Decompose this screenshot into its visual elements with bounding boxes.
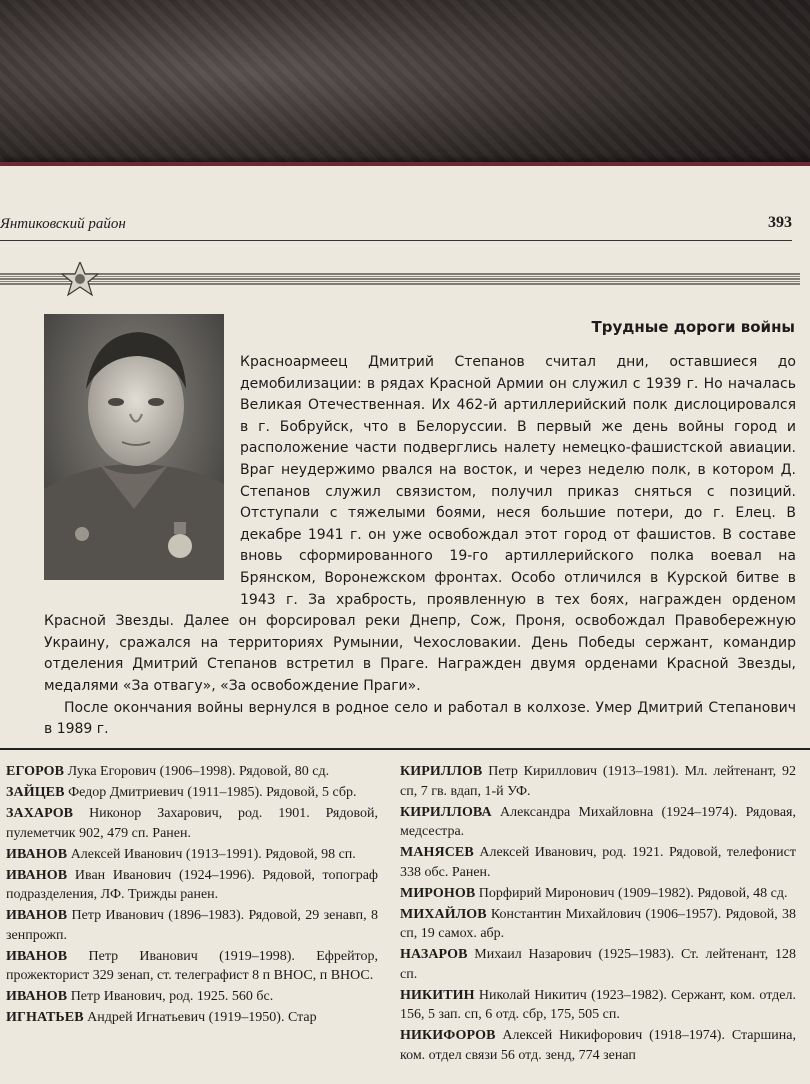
list-item [6, 804, 378, 843]
fabric-background [0, 0, 810, 180]
entry-details: Лука Егорович (1906–1998). Рядовой, 80 сд. [64, 764, 330, 779]
entry-details: Никонор Захарович, род. 1901. Рядовой, пулеметчик 902, 479 сп. Ранен. [6, 806, 378, 841]
list-item [400, 803, 796, 842]
surname: ИВАНОВ [6, 948, 68, 964]
entry-details: Федор Дмитриевич (1911–1985). Рядовой, 5 сбр. [64, 785, 357, 800]
district-title: Янтиковский район [0, 216, 126, 232]
list-item [6, 1008, 378, 1028]
surname: ЗАЙЦЕВ [6, 785, 65, 800]
book-page [0, 162, 810, 1084]
list-item [6, 906, 378, 945]
surname: КИРИЛЛОВА [400, 804, 492, 820]
entry-details: Михаил Назарович (1925–1983). Ст. лейтенант, 128 сп. [400, 947, 796, 982]
article-body [44, 352, 796, 741]
photo-wrap-space [44, 352, 240, 590]
entry-details: Петр Иванович, род. 1925. 560 бс. [67, 989, 274, 1004]
entry-details: Алексей Никифорович (1918–1974). Старшина, ком. отдел связи 56 отд. зенд, 774 зенап [400, 1028, 796, 1063]
list-item [6, 762, 378, 782]
entry-details: Николай Никитич (1923–1982). Сержант, ком. отдел. 156, 5 зап. сп, 6 отд. сбр, 175, 505 сп. [400, 987, 796, 1022]
article-title: Трудные дороги войны [591, 318, 795, 336]
list-item [6, 783, 378, 803]
surname: МИХАЙЛОВ [400, 906, 487, 922]
entry-details: Петр Кириллович (1913–1981). Мл. лейтенант, 92 сп, 7 гв. вдап, 1-й УФ. [400, 764, 796, 799]
entry-details: Алексей Иванович (1913–1991). Рядовой, 98 сп. [67, 846, 356, 862]
list-item [400, 905, 796, 944]
article-paragraph: Красноармеец Дмитрий Степанов считал дни, оставшиеся до демобилизации: в рядах Красной Армии он служил с 1939 г. Но началась Великая Отечественная. Их 462-й артиллерийский полк дислоцировался в г. Бобруйск, что в Белоруссии. В первый же день войны город и расположение части подверглись налету немецко-фашистской авиации. Враг неудержимо рвался на восток, и через неделю полк, в котором Д. Степанов служил связистом, получил приказ сняться с позиций. Отступали с тяжелыми боями, неся большие потери, до г. Елец. В декабре 1941 г. он уже освобождал этот город от фашистов. В составе вновь сформированного 19-го артиллерийского полка воевал на Брянском, Воронежском фронтах. Особо отличился в Курской битве в 1943 г. За храбрость, проявленную в тех боях, награжден орденом Красной Звезды. Далее он форсировал реки Днепр, Сож, Проня, освобождал Правобережную Украину, сражался на территориях Румынии, Чехословакии. День Победы сержант, командир отделения Дмитрий Степанов встретил в Праге. Награжден двумя орденами Красной Звезды, медалями «За отвагу», «За освобождение Праги». [44, 354, 796, 694]
surname: ИВАНОВ [6, 867, 68, 883]
entry-details: Иван Иванович (1924–1996). Рядовой, топограф подразделения, ЛФ. Трижды ранен. [6, 867, 378, 902]
section-divider [0, 748, 810, 750]
entry-details: Константин Михайлович (1906–1957). Рядовой, 38 сп, 19 самох. абр. [400, 906, 796, 941]
surname: НИКИТИН [400, 987, 475, 1003]
veterans-list-right [400, 762, 796, 1067]
surname: МАНЯСЕВ [400, 845, 474, 860]
surname: ИВАНОВ [6, 846, 68, 862]
entry-details: Петр Иванович (1896–1983). Рядовой, 29 зенавп, 8 зенпрожп. [6, 908, 378, 943]
st-george-ribbon-ornament [0, 262, 800, 298]
list-item [6, 987, 378, 1007]
list-item [400, 843, 796, 882]
entry-details: Алексей Иванович, род. 1921. Рядовой, телефонист 338 обс. Ранен. [400, 845, 796, 880]
running-header [0, 216, 792, 241]
entry-details: Андрей Игнатьевич (1919–1950). Стар [83, 1010, 317, 1025]
surname: ИВАНОВ [6, 908, 68, 923]
order-star-icon [62, 262, 98, 295]
list-item [400, 762, 796, 801]
list-item [400, 986, 796, 1025]
entry-details: Александра Михайловна (1924–1974). Рядовая, медсестра. [400, 804, 796, 839]
surname: ЗАХАРОВ [6, 806, 74, 821]
surname: ЕГОРОВ [6, 764, 65, 779]
surname: НИКИФОРОВ [400, 1028, 496, 1043]
list-item [6, 866, 378, 905]
list-item [400, 1026, 796, 1065]
list-item [400, 884, 796, 904]
surname: КИРИЛЛОВ [400, 764, 483, 779]
article-paragraph: После окончания войны вернулся в родное село и работал в колхозе. Умер Дмитрий Степанович в 1989 г. [44, 699, 796, 738]
entry-details: Петр Иванович (1919–1998). Ефрейтор, прожекторист 329 зенап, ст. телеграфист 8 п ВНОС, п ВНОС. [6, 948, 378, 983]
surname: МИРОНОВ [400, 885, 476, 901]
veterans-list-left [6, 762, 378, 1029]
surname: НАЗАРОВ [400, 947, 468, 962]
entry-details: Порфирий Миронович (1909–1982). Рядовой, 48 сд. [475, 885, 788, 901]
list-item [400, 945, 796, 984]
page-number: 393 [768, 214, 792, 231]
list-item [6, 947, 378, 986]
surname: ИГНАТЬЕВ [6, 1010, 84, 1025]
list-item [6, 845, 378, 865]
surname: ИВАНОВ [6, 989, 68, 1004]
